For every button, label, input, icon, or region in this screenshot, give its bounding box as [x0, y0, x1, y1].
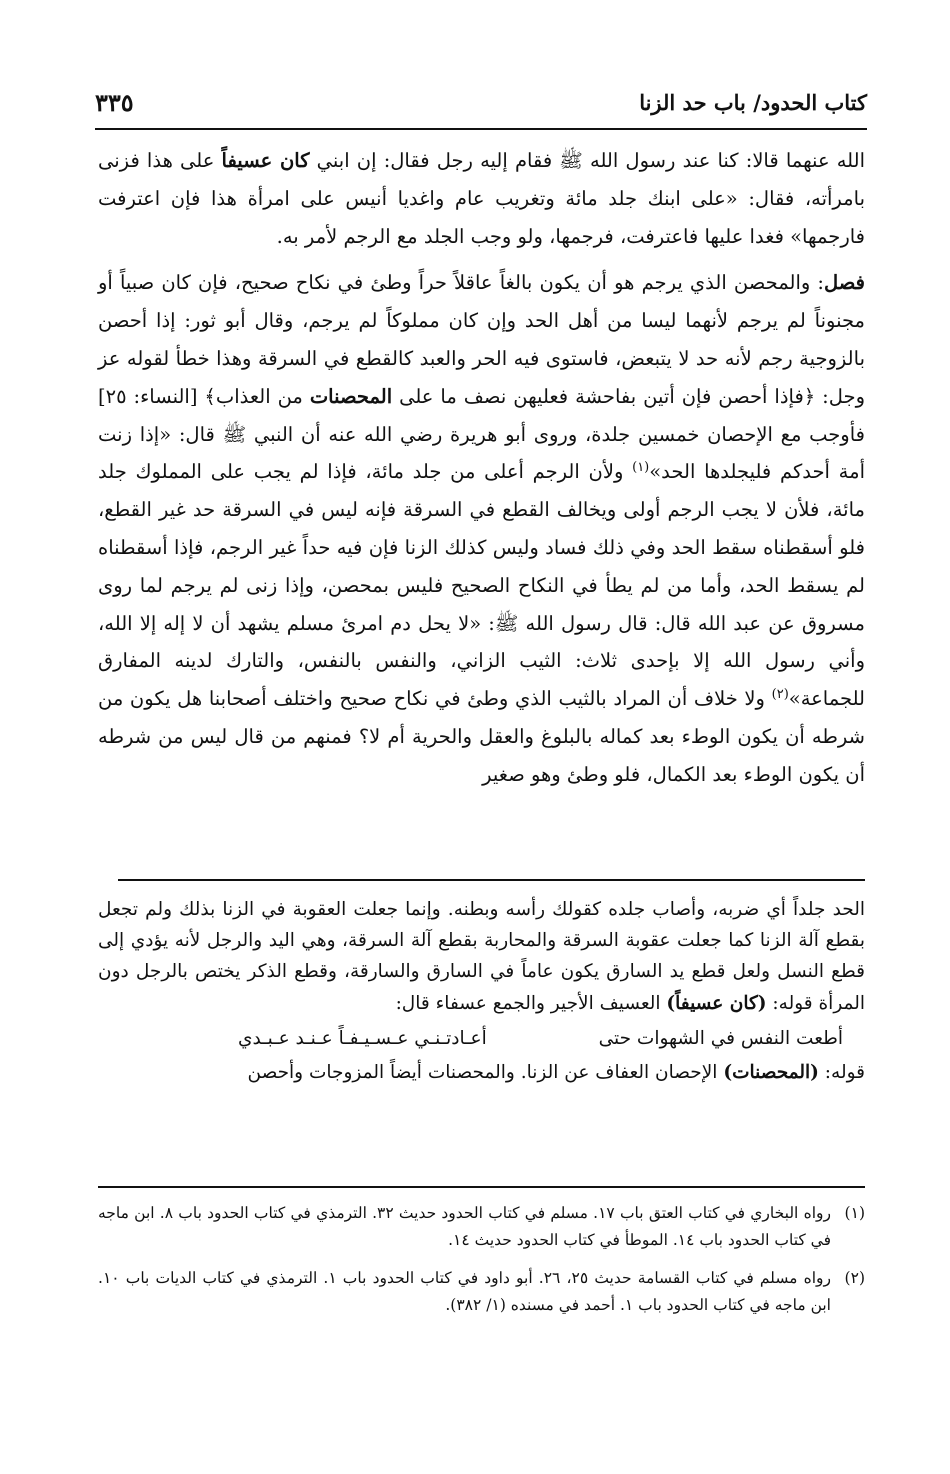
section-heading: فصل	[824, 271, 865, 295]
footnote-number: (٢)	[844, 1269, 865, 1287]
commentary-divider	[118, 879, 865, 881]
bold-term: المحصنات	[309, 384, 393, 408]
text-run: قوله:	[818, 1061, 865, 1083]
text-run: ولأن الرجم أعلى من جلد مائة، فإذا لم يجب على المملوك جلد مائة، فلأن لا يجب الرجم أولى ويخالف القطع في السرقة فإنه ليس في السرقة حد غير القطع، فلو أسقطناه سقط الحد وفي ذلك فساد وليس كذلك الزنا فإن فيه حداً غير الرجم، فإذا أسقطناه لم يسقط الحد، وأما من لم يطأ في النكاح الصحيح فليس بمحصن، وإذا زنى لم يرجم لما روى مسروق عن عبد الله قال: قال رسول الله ﷺ: «لا يحل دم امرئ مسلم يشهد أن لا إله إلا الله، وأني رسول الله إلا بإحدى ثلاث: الثيب الزاني، والنفس بالنفس، والتارك لدينه المفارق للجماعة»	[98, 460, 865, 711]
footnote-text: رواه مسلم في كتاب القسامة حديث ٢٥، ٢٦. أبو داود في كتاب الحدود باب ١. الترمذي في كتاب الديات باب ١٠. ابن ماجه في كتاب الحدود باب ١. أحمد في مسنده (١/ ٣٨٢).	[98, 1269, 831, 1314]
text-run: من العذاب﴾ [النساء: ٢٥] فأوجب مع الإحصان خمسين جلدة، وروى أبو هريرة رضي الله عنه أن النبي ﷺ قال: «إذا زنت أمة أحدكم فليجلدها الحد»	[98, 384, 865, 484]
bold-term: (كان عسيفاً)	[666, 992, 767, 1014]
verse-second-hemistich: أعـادتـنـي عـسـيـفـاً عـنـد عـبـدي	[238, 1027, 487, 1049]
main-paragraph-2	[98, 264, 865, 793]
main-text	[98, 142, 865, 794]
text-run: العسيف الأجير والجمع عسفاء قال:	[395, 992, 667, 1014]
footnote-ref-2[interactable]: (٢)	[771, 687, 789, 703]
footnotes-divider	[98, 1186, 865, 1188]
footnote-1	[98, 1200, 865, 1254]
header-divider	[95, 128, 867, 130]
text-run: ولا خلاف أن المراد بالثيب الذي وطئ في نكاح صحيح واختلف أصحابنا هل يكون من شرطه أن يكون الوطء بعد كماله بالبلوغ والعقل والحرية أم لا؟ فمنهم من قال ليس من شرطه أن يكون الوطء بعد الكمال، فلو وطئ وهو صغير	[98, 687, 865, 786]
footnote-number: (١)	[844, 1204, 865, 1222]
footnote-2	[98, 1265, 865, 1319]
text-run: الله عنهما قالا: كنا عند رسول الله ﷺ فقام إليه رجل فقال: إن ابني	[309, 149, 865, 172]
commentary-paragraph-2	[98, 1057, 865, 1088]
poetry-verse	[98, 1019, 865, 1057]
verse-first-hemistich: أطعت النفس في الشهوات حتى	[598, 1027, 843, 1049]
footnotes	[98, 1200, 865, 1330]
bold-term: كان عسيفاً	[221, 149, 310, 172]
footnote-ref-1[interactable]: (١)	[632, 460, 650, 476]
running-header	[95, 88, 867, 124]
commentary	[98, 894, 865, 1088]
commentary-paragraph-1	[98, 894, 865, 1019]
header-title: كتاب الحدود/ باب حد الزنا	[639, 90, 867, 115]
text-run: : والمحصن الذي يرجم هو أن يكون بالغاً عاقلاً حراً وطئ في نكاح صحيح، فإن كان صبياً أو مجنوناً لم يرجم لأنهما ليسا من أهل الحد وإن كان مملوكاً لم يرجم، وقال أبو ثور: إذا أحصن بالزوجية رجم لأنه حد لا يتبعض، فاستوى فيه الحر والعبد كالقطع في السرقة وهذا خطأ لقوله عز وجل: ﴿فإذا أحصن فإن أتين بفاحشة فعليهن نصف ما على	[98, 271, 865, 408]
text-run: الإحصان العفاف عن الزنا. والمحصنات أيضاً المزوجات وأحصن	[247, 1061, 724, 1083]
footnote-text: رواه البخاري في كتاب العتق باب ١٧. مسلم في كتاب الحدود حديث ٣٢. الترمذي في كتاب الحدود باب ٨. ابن ماجه في كتاب الحدود باب ١٤. الموطأ في كتاب الحدود حديث ١٤.	[98, 1204, 831, 1249]
main-paragraph-1	[98, 142, 865, 255]
text-run: على هذا فزنى بامرأته، فقال: «على ابنك جلد مائة وتغريب عام واغديا أنيس على امرأة هذا فإن اعترفت فارجمها» فغدا عليها فاعترفت، فرجمها، ولو وجب الجلد مع الرجم لأمر به.	[98, 149, 865, 248]
page-number: ٣٣٥	[95, 88, 134, 117]
bold-term: (المحصنات)	[723, 1061, 819, 1083]
text-run: الحد جلداً أي ضربه، وأصاب جلده كقولك رأسه وبطنه. وإنما جعلت العقوبة في الزنا بذلك ولم تجعل بقطع آلة الزنا كما جعلت عقوبة السرقة والمحاربة بقطع آلة السرقة، وهي اليد والرجل لأنه يؤدي إلى قطع النسل ولعل قطع يد السارق يكون عاماً في السارق والسارقة، وقطع الذكر يختص بالرجل دون المرأة قوله:	[98, 899, 865, 1014]
